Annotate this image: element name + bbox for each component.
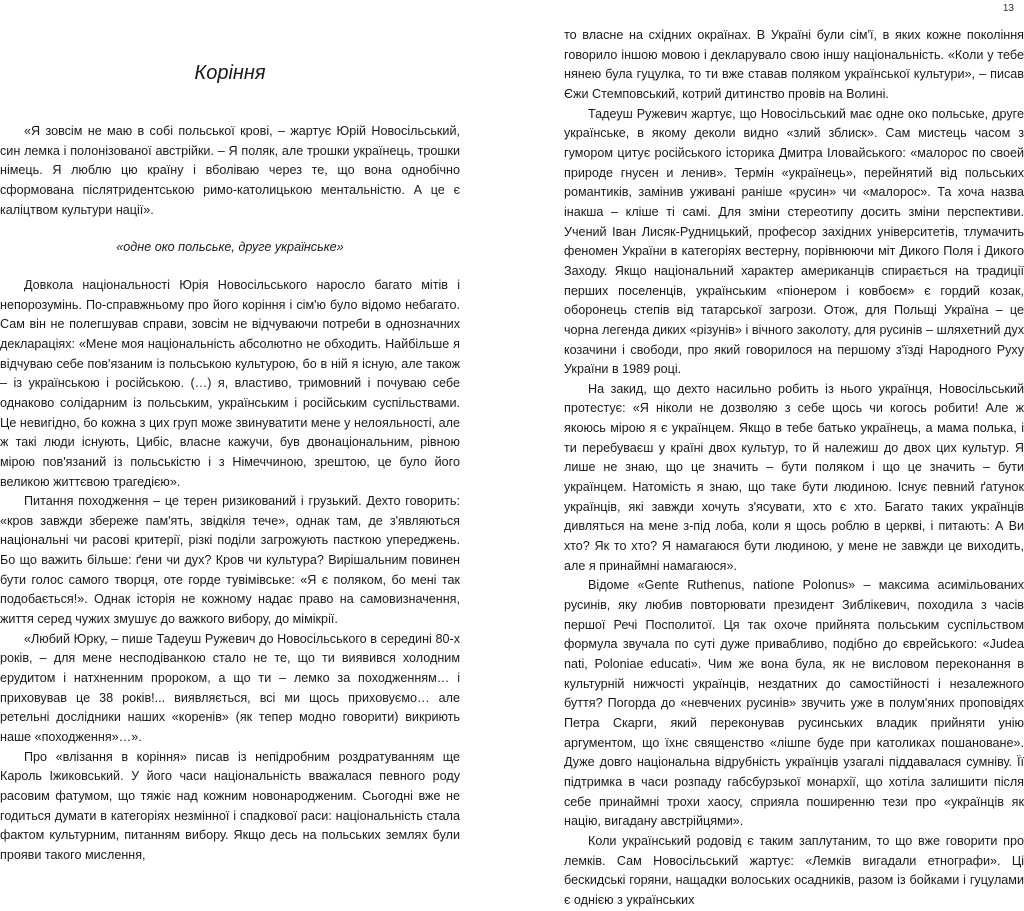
paragraph: «Любий Юрку, – пише Тадеуш Ружевич до Новосільського в середині 80-х років, – для мене несподіванкою стало не те, що ти виявився холодним ерудитом і натхненним пророком, а що ти – лемко за походженням… і приховував це 38 років!... виявляється, всі ми щось приховуємо… але ретельні дослідники наших «коренів» (як тепер модно говорити) викриють наше «походження»…». — [0, 631, 460, 745]
paragraph: Відоме «Gente Ruthenus, natione Polonus» – максима асимільованих русинів, яку любив повторювати президент Зиблікевич, походила з часів першої Речі Посполитої. Ця так охоче прийнята польським суспільством формула звучала по суті дуже привабливо, подібно до єврейського: «Judea nati, Poloniae educati». Чим же вона була, як не висловом переконання в культурній нижчості українців, нездатних до самостійності і незалежного буття? Погорда до «невчених русинів» звучить уже в полум'яних проповідях Петра Скарги, який переконував русинських владик прийняти унію аргументом, що їхнє священство «лішпе буде при католиках пошановане». Дуже довго національна відрубність українців узагалі піддавалася сумніву. Її підтримка в часи розпаду габсбурзької монархії, що хотіла залишити після себе принаймні трохи хаосу, сприяла поширенню тези про «українців як націю, вигадану австрійцями». — [564, 578, 1024, 829]
epigraph: «Я зовсім не маю в собі польської крові, – жартує Юрій Новосільський, син лемка і полонізованої австрійки. – Я поляк, але трошки українець, трошки німець. Я люблю цю країну і вболіваю через те, що вона однобічно сформована післятридентською римо-католицькою ментальністю. А це є каліцтвом культури нації». — [0, 124, 460, 217]
page-number: 13 — [1002, 3, 1014, 14]
paragraph-continued: то власне на східних окраїнах. В Україні були сім'ї, в яких кожне покоління говорило іншою мовою і декларувало свою іншу національність. «Коли у тебе нянею була гуцулка, то ти вже ставав поляком української культури», – писав Єжи Стемповський, котрий дитинство провів на Волині. — [564, 28, 1024, 101]
paragraph: Тадеуш Ружевич жартує, що Новосільський має одне око польське, друге українське, в якому деколи видно «злий зблиск». Сам мистець часом з гумором цитує російського історика Дмитра Іловайського: «малорос по своей природе гнусен и ленив». Термін «українець», перейнятий від польських романтиків, замінив уживані раніше «русин» чи «малорос». Та хоча назва інакша – кліше ті самі. Для зміни стереотипу досить зміни перспективи. Учений Іван Лисяк-Рудницький, професор західних університетів, тлумачить феномен України в категоріях вестерну, порівнюючи міт Дикого Поля і Дикого Заходу. Якщо національний характер американців спирається на традиції перших поселенців, українським «піонером і ковбоєм» є гордий козак, оборонець степів від татарської загрози. Отож, для Польщі Україна – це чорна легенда диких «різунів» і вічного заколоту, для русинів – шляхетний дух козачини і свободи, про який говорилося на першому з'їзді Народного Руху України в 1989 році. — [564, 106, 1024, 377]
chapter-title: Коріння — [194, 62, 266, 84]
paragraph: На закид, що дехто насильно робить із нього українця, Новосільський протестує: «Я ніколи не дозволяю з себе щось чи когось робити! Але ж якоюсь мірою я є українцем. Якщо в тебе батько українець, а мама полька, і ти перебуваєш у країні двох культур, то й належиш до двох цих культур. Я лише не знаю, що це значить – бути поляком і що це значить – бути українцем. Натомість я знаю, що таке бути людиною. Існує певний ґатунок українців, які завжди хочуть з'ясувати, хто є хто. Багато таких українців дивляться на мене з-під лоба, коли я щось роблю в церкві, і питають: А Ви хто? Як то хто? Я намагаюся бути людиною, у мене не завжди це виходить, але я принаймні намагаюся». — [564, 381, 1024, 573]
paragraph: Про «влізання в коріння» писав із непідробним роздратуванням ще Кароль Іжиковський. У його часи національність вважалася певного роду расовим фатумом, що тяжіє над кожним новонародженим. Сьогодні вже не годиться думати в категоріях незмінної і спадкової раси: національність стала фактом культурним, питанням вибору. Якщо десь на польських землях були прояви такого мислення, — [0, 749, 460, 862]
paragraph: Коли український родовід є таким заплутаним, то що вже говорити про лемків. Сам Новосільський жартує: «Лемків вигадали етнографи». Ці бескидські горяни, нащадки волоських осадників, разом із бойками і гуцулами є однією з українських — [564, 833, 1024, 907]
right-column — [564, 26, 1024, 911]
paragraph: Питання походження – це терен ризикований і грузький. Дехто говорить: «кров завжди збереже пам'ять, звідкіля тече», однак там, де з'являються національні чи расові критерії, різкі поділи загрожують пасткою упереджень. Бо що важить більше: ґени чи дух? Кров чи культура? Вирішальним повинен бути голос самого творця, оте горде тувімівське: «Я є поляком, бо мені так подобається!». Однак історія не кожному надає право на самовизначення, життя серед чужих змушує до важкого вибору, до мімікрії. — [0, 494, 460, 627]
paragraph: Довкола національності Юрія Новосільського наросло багато мітів і непорозумінь. По-справжньому про його коріння і сім'ю було відомо небагато. Сам він не полегшував справи, зовсім не відчуваючи потреби в однозначних деклараціях: «Мене моя національність абсолютно не обходить. Найбільше я відчуваю себе пов'язаним із польською культурою, бо в ній я існую, але також – із українською і російською. (…) я, властиво, тримовний і почуваю себе однаково солідарним із польським, українським і російським суспільствами. Це невигідно, бо кожна з цих груп може звинуватити мене у нелояльності, але ж такі люди існують, Цибіс, власне кажучи, був двонаціональним, рівною мірою пов'язаний із польськістю і з Німеччиною, зрештою, це було його великою життєвою трагедією». — [0, 277, 460, 489]
left-column — [0, 24, 460, 866]
section-subheading: «одне око польське, друге українське» — [116, 240, 344, 255]
